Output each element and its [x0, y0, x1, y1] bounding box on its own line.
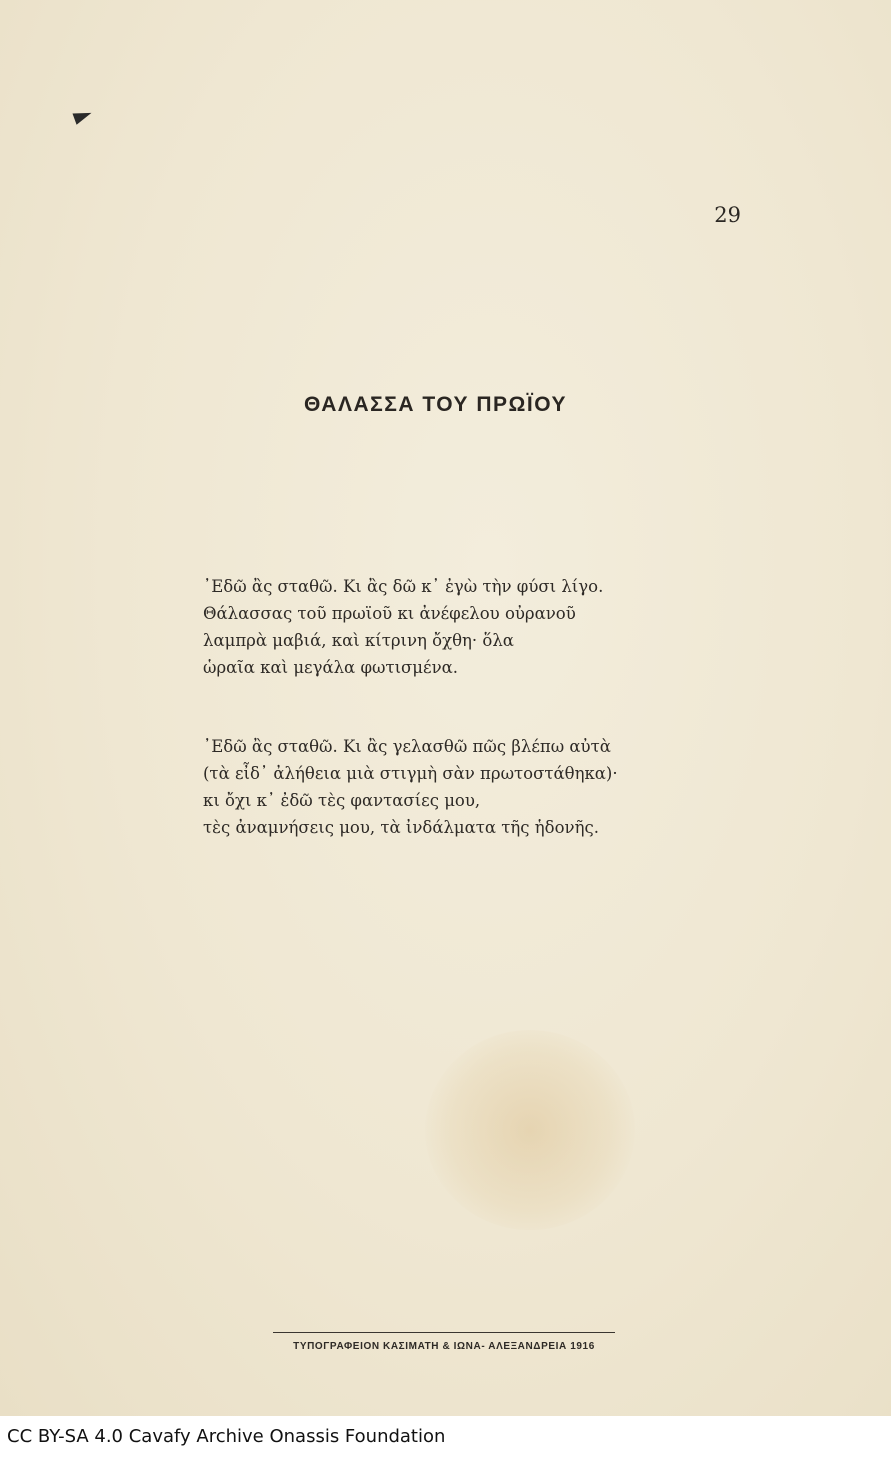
poem-line: ᾿Εδῶ ἂς σταθῶ. Κι ἂς γελασθῶ πῶς βλέπω αὐτὰ [203, 737, 611, 756]
ink-mark-icon [72, 107, 93, 124]
poem-line: ᾿Εδῶ ἂς σταθῶ. Κι ἂς δῶ κ᾿ ἐγὼ τὴν φύσι λίγο. [203, 577, 604, 596]
paper-stain [425, 1030, 635, 1230]
poem-line: λαμπρὰ μαβιά, καὶ κίτρινη ὄχθη· ὅλα [203, 631, 514, 650]
footer-divider [273, 1332, 615, 1333]
poem-line: τὲς ἀναμνήσεις μου, τὰ ἰνδάλματα τῆς ἡδονῆς. [203, 818, 599, 837]
poem-line: (τὰ εἶδ᾿ ἀλήθεια μιὰ στιγμὴ σὰν πρωτοστάθηκα)· [203, 764, 618, 783]
poem-line: ὡραῖα καὶ μεγάλα φωτισμένα. [203, 658, 459, 677]
poem-stanza-1 [203, 573, 673, 681]
page-number: 29 [714, 203, 741, 227]
license-credit: CC BY-SA 4.0 Cavafy Archive Onassis Foundation [7, 1426, 446, 1447]
poem-title: ΘΑΛΑΣΣΑ ΤΟΥ ΠΡΩΪΟΥ [304, 393, 567, 416]
poem-line: κι ὄχι κ᾿ ἐδῶ τὲς φαντασίες μου, [203, 791, 481, 810]
poem-stanza-2 [203, 733, 673, 841]
poem-line: Θάλασσας τοῦ πρωϊοῦ κι ἀνέφελου οὐρανοῦ [203, 604, 576, 623]
printer-imprint: ΤΥΠΟΓΡΑΦΕΙΟΝ ΚΑΣΙΜΑΤΗ & ΙΩΝΑ- ΑΛΕΞΑΝΔΡΕΙΑ 1916 [293, 1341, 595, 1352]
